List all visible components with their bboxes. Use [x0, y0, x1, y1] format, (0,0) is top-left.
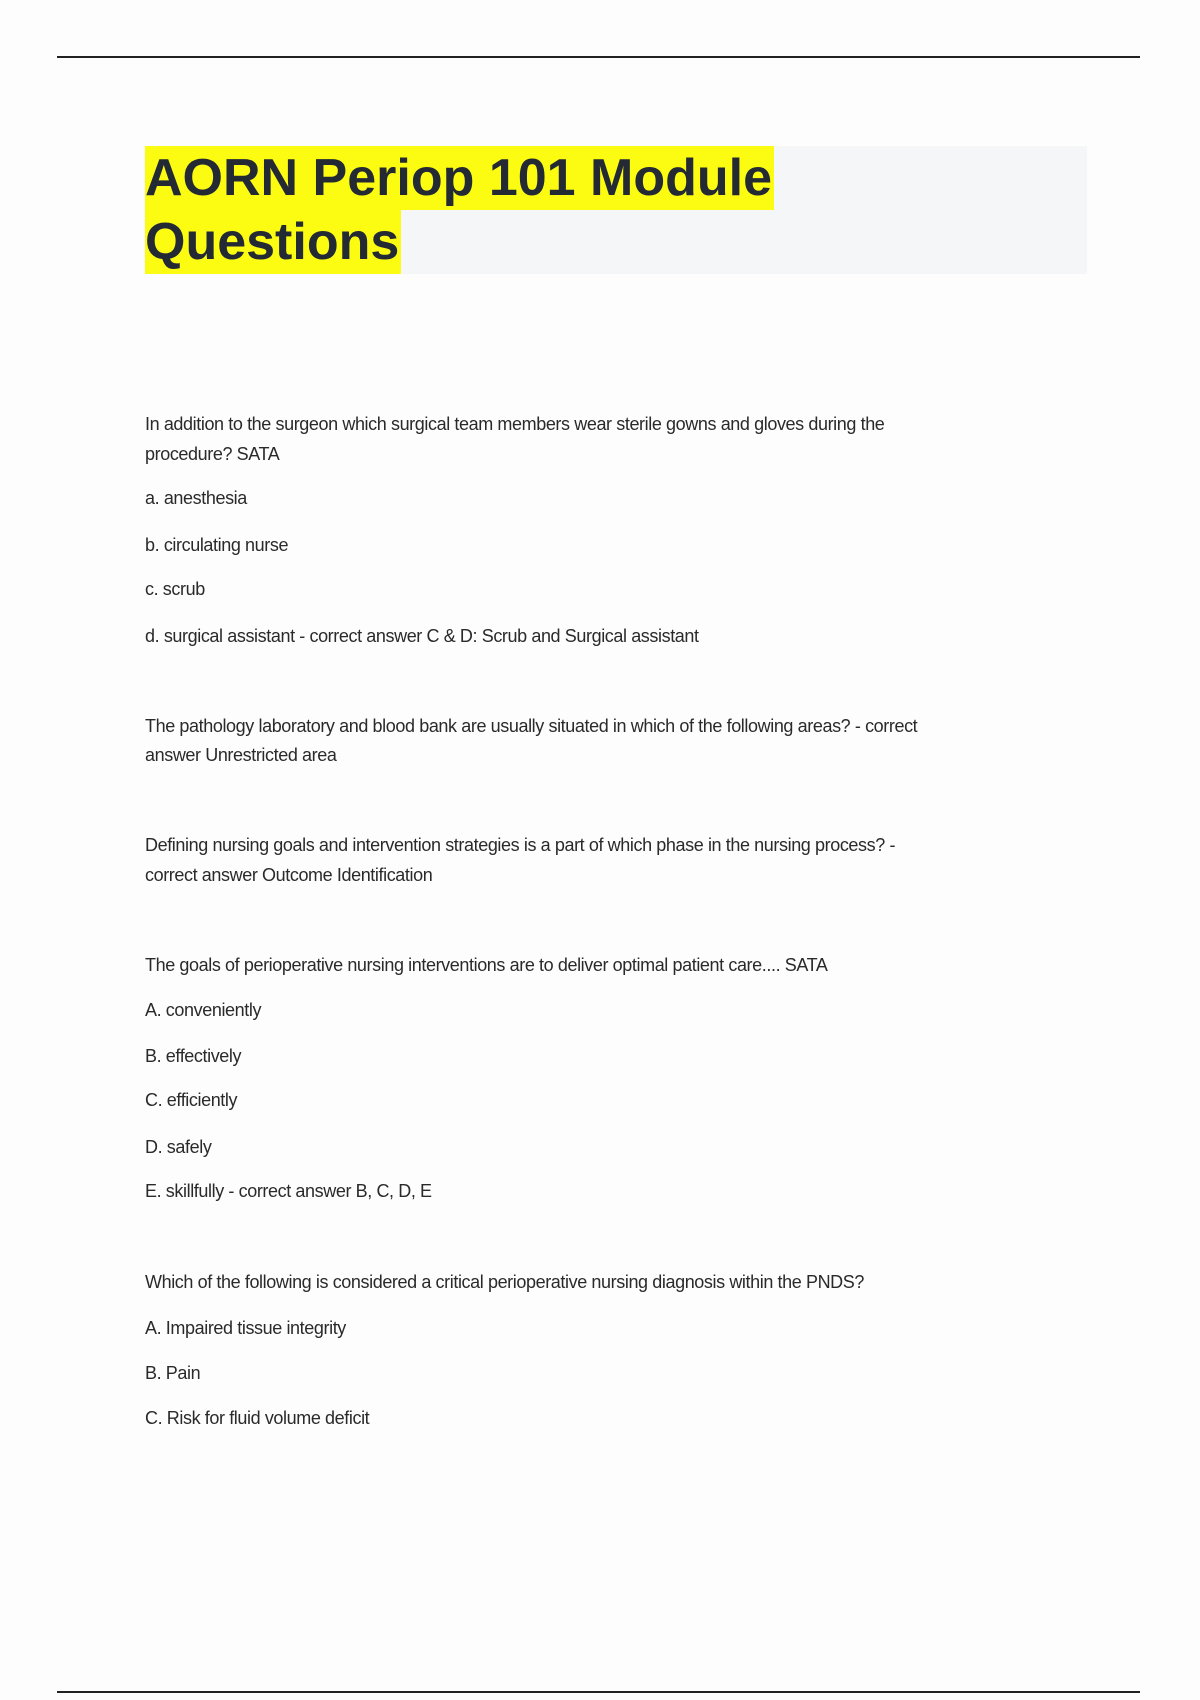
answer-option: D. safely: [145, 1137, 212, 1157]
question-text: In addition to the surgeon which surgical team members wear sterile gowns and gloves during the: [145, 414, 885, 434]
answer-option: C. efficiently: [145, 1090, 238, 1110]
question-text: procedure? SATA: [145, 444, 280, 464]
question-text: The goals of perioperative nursing interventions are to deliver optimal patient care.... SATA: [145, 955, 828, 975]
page-title: [145, 146, 1087, 274]
question-text: correct answer Outcome Identification: [145, 865, 433, 885]
top-rule: [57, 56, 1140, 58]
bottom-rule: [57, 1691, 1140, 1693]
answer-option: c. scrub: [145, 579, 205, 599]
answer-option: B. effectively: [145, 1046, 242, 1066]
question-text: answer Unrestricted area: [145, 745, 337, 765]
title-line-2: Questions: [145, 210, 401, 274]
title-line-1: AORN Periop 101 Module: [145, 146, 774, 210]
answer-option: a. anesthesia: [145, 488, 247, 508]
answer-option: B. Pain: [145, 1363, 201, 1383]
answer-option: b. circulating nurse: [145, 535, 289, 555]
answer-option: C. Risk for fluid volume deficit: [145, 1408, 370, 1428]
question-text: Defining nursing goals and intervention strategies is a part of which phase in the nursing process? -: [145, 835, 896, 855]
question-text: The pathology laboratory and blood bank are usually situated in which of the following areas? - correct: [145, 716, 918, 736]
answer-option: A. Impaired tissue integrity: [145, 1318, 346, 1338]
question-text: Which of the following is considered a critical perioperative nursing diagnosis within the PNDS?: [145, 1272, 864, 1292]
answer-option: d. surgical assistant - correct answer C & D: Scrub and Surgical assistant: [145, 626, 699, 646]
answer-option: E. skillfully - correct answer B, C, D, E: [145, 1181, 432, 1201]
answer-option: A. conveniently: [145, 1000, 262, 1020]
